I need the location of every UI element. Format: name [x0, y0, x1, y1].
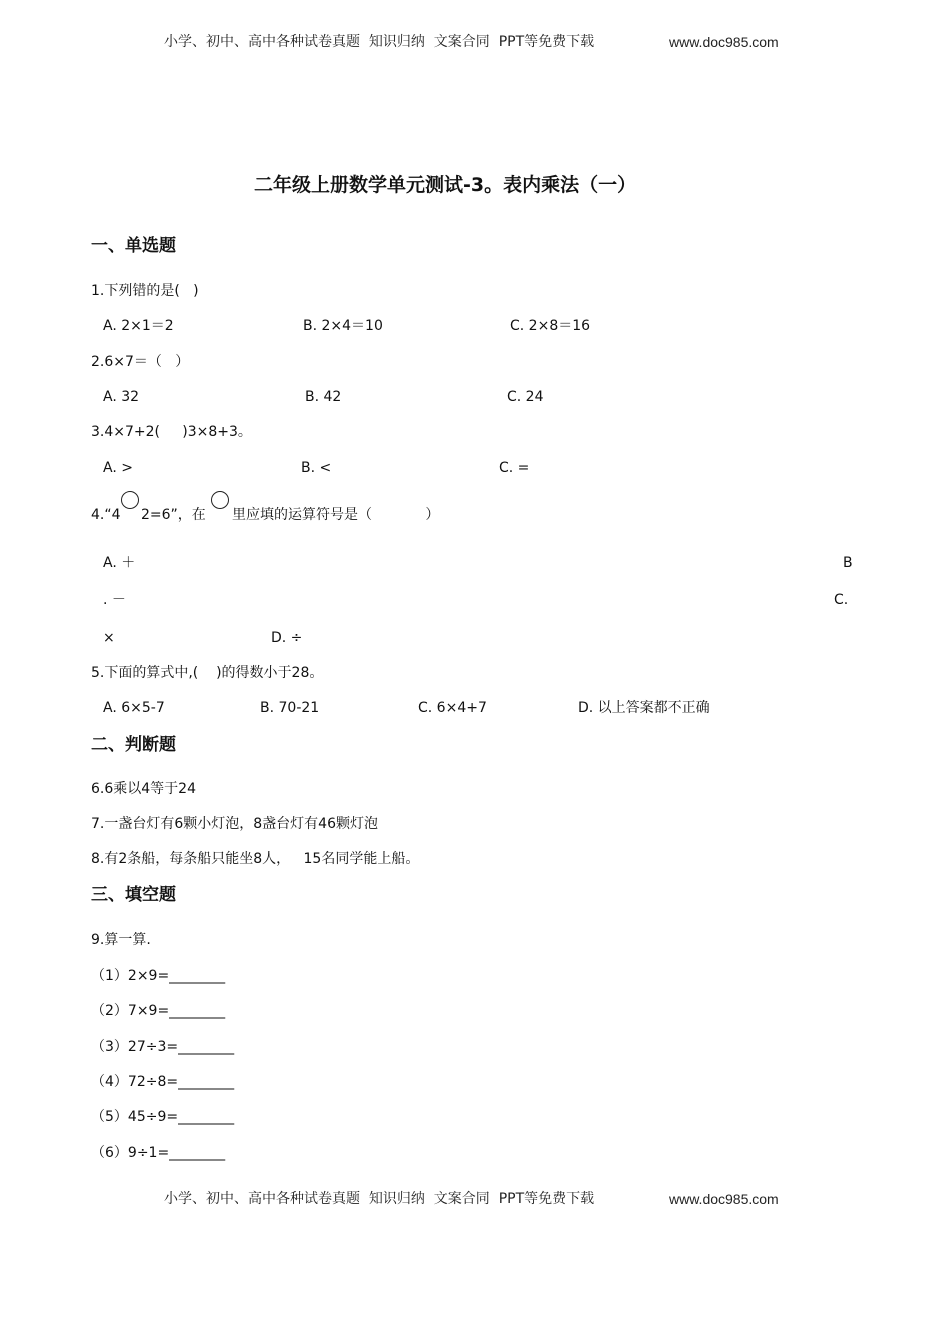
- question-4-option-d[interactable]: D. ÷: [271, 630, 303, 646]
- fill-in-item[interactable]: （5）45÷9=________: [91, 1109, 235, 1125]
- question-6: 6.6乘以4等于24: [91, 781, 196, 797]
- question-2-option-a[interactable]: A. 32: [103, 389, 140, 405]
- question-1-stem: 1.下列错的是( ): [91, 283, 199, 299]
- fill-in-item[interactable]: （1）2×9=________: [91, 968, 226, 984]
- question-3-stem: 3.4×7+2( )3×8+3。: [91, 424, 252, 440]
- fill-in-item[interactable]: （2）7×9=________: [91, 1003, 226, 1019]
- question-4-stem-part3: 里应填的运算符号是（ ）: [232, 507, 440, 523]
- section-heading-fill-in: 三、填空题: [91, 885, 176, 905]
- blank-circle-icon: [121, 491, 139, 509]
- blank-circle-icon: [211, 491, 229, 509]
- question-4-option-c-symbol[interactable]: ×: [103, 630, 115, 646]
- fill-in-item[interactable]: （4）72÷8=________: [91, 1074, 235, 1090]
- question-4-option-b-letter[interactable]: B: [843, 555, 853, 571]
- fill-in-item[interactable]: （3）27÷3=________: [91, 1039, 235, 1055]
- question-4-stem-part1: 4.“4: [91, 507, 121, 523]
- question-3-option-b[interactable]: B. <: [301, 460, 332, 476]
- section-heading-single-choice: 一、单选题: [91, 236, 176, 256]
- question-4-option-a[interactable]: A. ＋: [103, 555, 136, 571]
- question-5-option-d[interactable]: D. 以上答案都不正确: [578, 700, 710, 716]
- question-9-stem: 9.算一算.: [91, 932, 151, 948]
- question-1-option-a[interactable]: A. 2×1＝2: [103, 318, 174, 334]
- question-1-option-c[interactable]: C. 2×8＝16: [510, 318, 591, 334]
- question-5-stem: 5.下面的算式中,( )的得数小于28。: [91, 665, 324, 681]
- question-5-option-c[interactable]: C. 6×4+7: [418, 700, 487, 716]
- section-heading-true-false: 二、判断题: [91, 735, 176, 755]
- question-8: 8.有2条船，每条船只能坐8人， 15名同学能上船。: [91, 851, 420, 867]
- header-url[interactable]: www.doc985.com: [669, 34, 779, 50]
- footer-url[interactable]: www.doc985.com: [669, 1191, 779, 1207]
- footer-text: 小学、初中、高中各种试卷真题 知识归纳 文案合同 PPT等免费下载: [164, 1191, 595, 1207]
- question-3-option-c[interactable]: C. =: [499, 460, 530, 476]
- question-3-option-a[interactable]: A. >: [103, 460, 133, 476]
- question-5-option-b[interactable]: B. 70-21: [260, 700, 320, 716]
- question-4-option-b-symbol[interactable]: . －: [103, 592, 126, 608]
- question-2-stem: 2.6×7＝（ ）: [91, 354, 190, 370]
- question-7: 7.一盏台灯有6颗小灯泡，8盏台灯有46颗灯泡: [91, 816, 378, 832]
- page-title: 二年级上册数学单元测试-3。表内乘法（一）: [254, 174, 637, 196]
- question-4-stem-part2: 2=6”，在: [141, 507, 206, 523]
- header-text: 小学、初中、高中各种试卷真题 知识归纳 文案合同 PPT等免费下载: [164, 34, 595, 50]
- fill-in-item[interactable]: （6）9÷1=________: [91, 1145, 226, 1161]
- question-4-option-c-letter[interactable]: C.: [834, 592, 849, 608]
- question-2-option-b[interactable]: B. 42: [305, 389, 342, 405]
- question-2-option-c[interactable]: C. 24: [507, 389, 544, 405]
- question-5-option-a[interactable]: A. 6×5-7: [103, 700, 165, 716]
- question-1-option-b[interactable]: B. 2×4＝10: [303, 318, 383, 334]
